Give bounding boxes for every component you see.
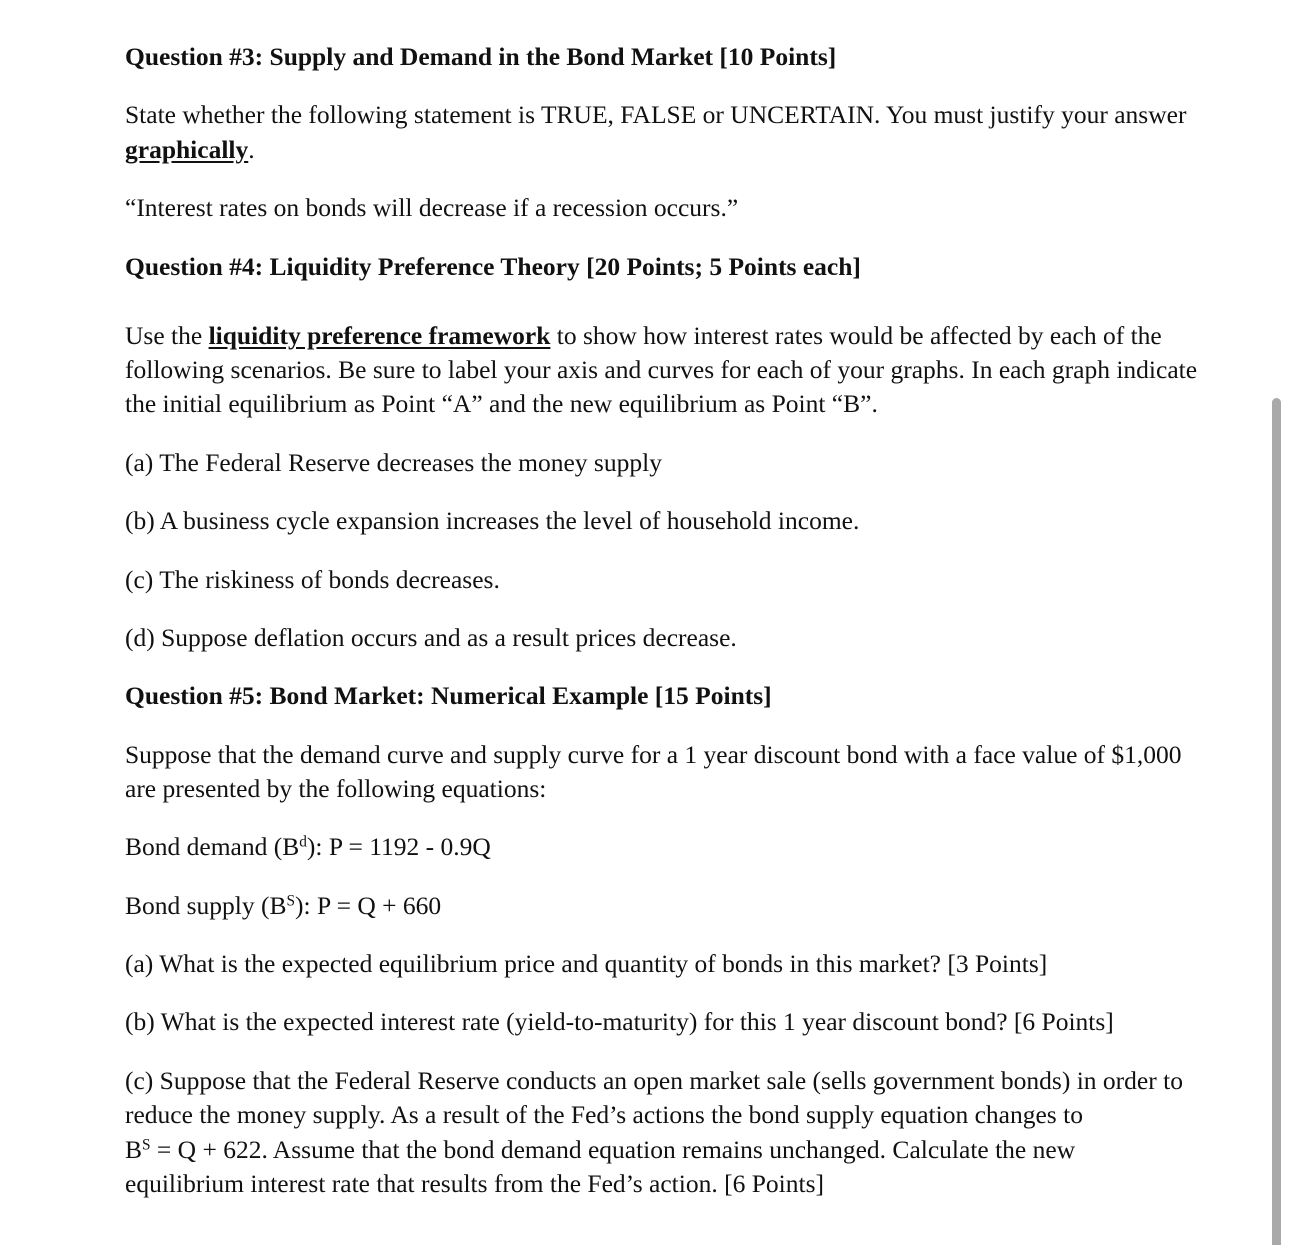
q3-instruction-period: . (248, 135, 255, 164)
q4-intro-line-1 (125, 319, 1162, 353)
q4-intro-line-2: following scenarios. Be sure to label your axis and curves for each of your graphs. In each graph indicate (125, 355, 1198, 384)
supply-label: Bond supply (B (125, 891, 287, 920)
q4-intro-line-3: the initial equilibrium as Point “A” and the new equilibrium as Point “B”. (125, 389, 878, 418)
demand-label: Bond demand (B (125, 832, 300, 861)
new-supply-text: = Q + 622. Assume that the bond demand equation remains unchanged. Calculate the new (150, 1135, 1076, 1164)
liquidity-framework-emphasis: liquidity preference framework (208, 321, 551, 350)
q4-item-a: (a) The Federal Reserve decreases the money supply (125, 448, 662, 477)
demand-superscript: d (299, 833, 307, 851)
supply-formula: ): P = Q + 660 (295, 891, 442, 920)
q5-part-a: (a) What is the expected equilibrium price and quantity of bonds in this market? [3 Points] (125, 949, 1048, 978)
q5-part-c-line-3 (125, 1133, 1075, 1167)
q4-item-b: (b) A business cycle expansion increases the level of household income. (125, 506, 860, 535)
q5-part-c-line-1: (c) Suppose that the Federal Reserve conducts an open market sale (sells government bonds) in order to (125, 1066, 1183, 1095)
q4-heading: Question #4: Liquidity Preference Theory [20 Points; 5 Points each] (125, 252, 861, 281)
vertical-scrollbar[interactable] (1272, 398, 1281, 1245)
bond-supply-equation (125, 889, 441, 923)
q5-part-b: (b) What is the expected interest rate (yield-to-maturity) for this 1 year discount bond? [6 Points] (125, 1007, 1114, 1036)
q3-instruction-line-1: State whether the following statement is TRUE, FALSE or UNCERTAIN. You must justify your answer (125, 100, 1187, 129)
q4-intro-pre: Use the (125, 321, 209, 350)
q5-intro-line-1: Suppose that the demand curve and supply curve for a 1 year discount bond with a face value of $1,000 (125, 740, 1182, 769)
q4-item-d: (d) Suppose deflation occurs and as a result prices decrease. (125, 623, 737, 652)
bond-demand-equation (125, 830, 491, 864)
demand-formula: ): P = 1192 - 0.9Q (306, 832, 491, 861)
q3-statement: “Interest rates on bonds will decrease if a recession occurs.” (125, 193, 739, 222)
graphically-emphasis: graphically (125, 135, 249, 164)
q5-heading: Question #5: Bond Market: Numerical Example [15 Points] (125, 681, 772, 710)
new-supply-label: B (125, 1135, 143, 1164)
q5-part-c-line-4: equilibrium interest rate that results from the Fed’s action. [6 Points] (125, 1169, 824, 1198)
q5-part-c-line-2: reduce the money supply. As a result of the Fed’s actions the bond supply equation changes to (125, 1100, 1083, 1129)
q4-item-c: (c) The riskiness of bonds decreases. (125, 565, 500, 594)
q3-heading: Question #3: Supply and Demand in the Bond Market [10 Points] (125, 42, 837, 71)
new-supply-superscript: S (142, 1136, 151, 1154)
q5-intro-line-2: are presented by the following equations: (125, 774, 547, 803)
q4-intro-post: to show how interest rates would be affected by each of the (550, 321, 1162, 350)
supply-superscript: S (286, 892, 296, 910)
q3-instruction-line-2 (125, 133, 255, 167)
